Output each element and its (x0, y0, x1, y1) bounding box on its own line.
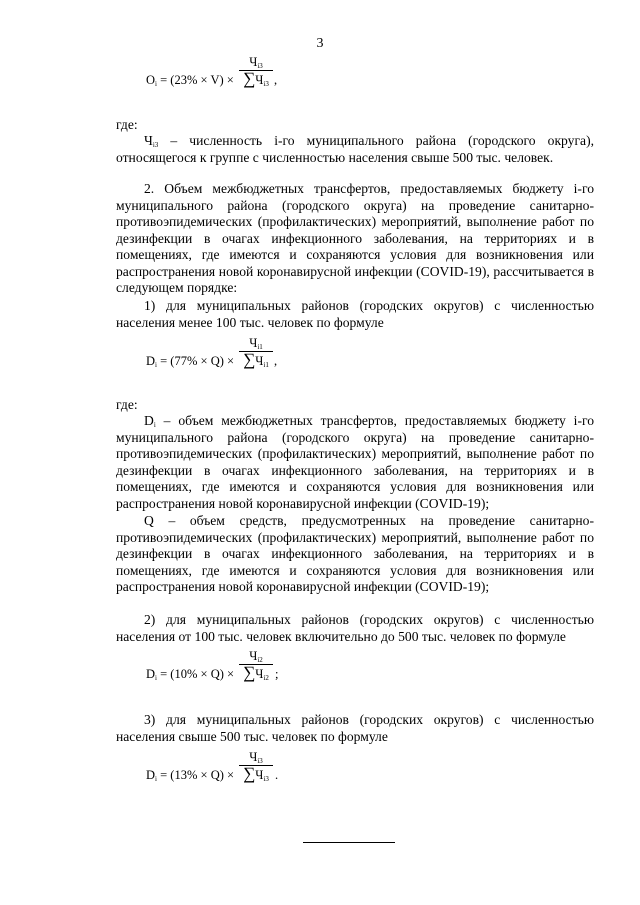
sum-symbol: ∑ (243, 350, 256, 369)
formula-lhs: D (146, 354, 156, 368)
item-2: 2) для муниципальных районов (городских округов) с численностью населения от 100 тыс. человек включительно до 500 тыс. человек по формуле (116, 612, 594, 644)
document-page: 3 $O_i = (23\% \times V)$ × $Ч_{i3}$ $\sum Ч_{i3}$ , где: $Ч_{i3}$ – численность i-го муниципального района (городского округа), относящегося к группе с численностью населения свыше 500 тыс. человек. 2. Объем межбюджетных трансфертов, предоставляемых бюджету i-го муниципального района (городского округа) на проведение санитарно-противоэпидемических (профилактических) мероприятий, выполнение работ по дезинфекции в очагах инфекционного заболевания, на территориях и в помещениях, где имеются и сохраняются условия для возникновения или распространения новой коронавирусной инфекции (COVID-19), рассчитывается в следующем порядке: 1) для муниципальных районов (городских округов) с численностью населения менее 100 тыс. человек по формуле $D_i = (77\% \times Q)$ × $Ч_{i1}$ $\sum Ч_{i1}$ , где: $D_i$ – объем межбюджетных трансфертов, предоставляемых бюджету i-го муниципального района (городского округа) на проведение санитарно-противоэпидемических (профилактических) мероприятий, выполнение работ по дезинфекции в очагах инфекционного заболевания, на территориях и в помещениях, где имеются и сохраняются условия для возникновения или распространения новой коронавирусной инфекции (COVID-19); Q – объем средств, предусмотренных на проведение санитарно-противоэпидемических (профилактических) мероприятий, выполнение работ по дезинфекции в очагах инфекционного заболевания, на территориях и в помещениях, где имеются и сохраняются условия для возникновения или распространения новой коронавирусной инфекции (COVID-19); 2) для муниципальных районов (городских округов) с численностью населения от 100 тыс. человек включительно до 500 тыс. человек по формуле $D_i = (10\% \times Q)$ × $Ч_{i2}$ $\sum Ч_{i2}$ ; 3) для муниципальных районов (городских округов) с численностью населения свыше 500 тыс. человек по формуле $D_i = (13\% \times Q)$ × $Ч_{i3}$ $\sum Ч_{i3}$ . (0, 0, 640, 905)
definition-q: Q – объем средств, предусмотренных на проведение санитарно-противоэпидемических (профилактических) мероприятий, выполнение работ по дезинфекции в очагах инфекционного заболевания, на территориях и в помещениях, где имеются и сохраняются условия для возникновения или распространения новой коронавирусной инфекции (COVID-19); (116, 513, 594, 595)
item-3: 3) для муниципальных районов (городских округов) с численностью населения свыше 500 тыс. человек по формуле (116, 712, 594, 744)
page-number: 3 (316, 36, 324, 51)
sum-symbol: ∑ (243, 764, 256, 783)
formula-lhs: O (146, 73, 156, 87)
paragraph-2: 2. Объем межбюджетных трансфертов, предоставляемых бюджету i-го муниципального района (городского округа) на проведение санитарно-противоэпидемических (профилактических) мероприятий, выполнение работ по дезинфекции в очагах инфекционного заболевания, на территориях и в помещениях, где имеются и сохраняются условия для возникновения или распространения новой коронавирусной инфекции (COVID-19), рассчитывается в следующем порядке: (116, 181, 594, 296)
footer-separator-line (303, 842, 395, 843)
formula-lhs: D (146, 667, 156, 681)
definition-d-i: $D_i$ – объем межбюджетных трансфертов, предоставляемых бюджету i-го муниципального района (городского округа) на проведение санитарно-противоэпидемических (профилактических) мероприятий, выполнение работ по дезинфекции в очагах инфекционного заболевания, на территориях и в помещениях, где имеются и сохраняются условия для возникновения или распространения новой коронавирусной инфекции (COVID-19); (116, 413, 594, 511)
where-label: где: (116, 117, 138, 132)
formula-fraction: $Ч_{i1}$ $\sum Ч_{i1}$ (239, 336, 273, 368)
where-label: где: (116, 397, 138, 412)
sum-symbol: ∑ (243, 663, 256, 682)
sum-symbol: ∑ (243, 69, 256, 88)
formula-fraction: $Ч_{i2}$ $\sum Ч_{i2}$ (239, 649, 273, 681)
formula-fraction: $Ч_{i3}$ $\sum Ч_{i3}$ (239, 55, 273, 87)
item-1: 1) для муниципальных районов (городских округов) с численностью населения менее 100 тыс. человек по формуле (116, 298, 594, 330)
definition-ch-i3: $Ч_{i3}$ – численность i-го муниципального района (городского округа), относящегося к группе с численностью населения свыше 500 тыс. человек. (116, 133, 594, 165)
formula-fraction: $Ч_{i3}$ $\sum Ч_{i3}$ (239, 750, 273, 782)
formula-lhs: D (146, 768, 156, 782)
